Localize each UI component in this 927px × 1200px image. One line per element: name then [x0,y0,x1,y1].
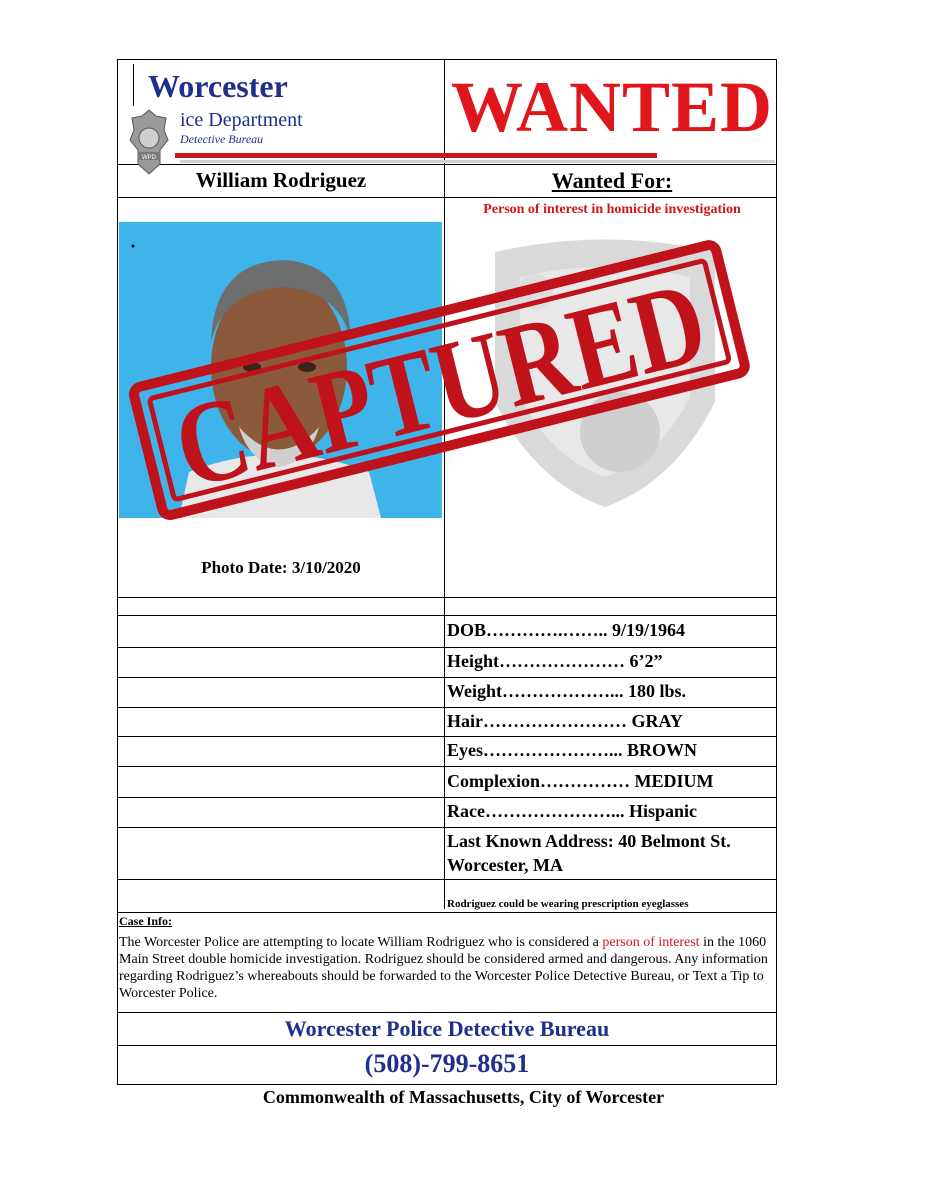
detail-eyes: Eyes…………………... BROWN [447,740,698,760]
rule [117,797,777,798]
header-grey-bar [180,160,775,163]
detail-race: Race…………………... Hispanic [447,801,697,821]
contact-bureau: Worcester Police Detective Bureau [284,1016,610,1041]
captured-stamp [110,225,831,525]
wanted-reason: Person of interest in homicide investigation [483,202,741,217]
header-red-bar [175,153,657,158]
rule [117,827,777,828]
case-info-label: Case Info: [119,914,172,928]
case-info-text-start: The Worcester Police are attempting to locate William Rodriguez who is considered a [119,935,603,950]
wanted-title: WANTED [450,67,774,147]
rule [117,197,777,198]
case-info-text-end: in the 1060 Main Street double homicide investigation. Rodriguez should be considered armed and dangerous. Any information regarding Rodriguez’s whereabouts should be forwarded to the Worcester Police Detective Bureau, or Text a Tip to Worcester Police. [119,935,768,1001]
detail-weight: Weight………………... 180 lbs. [447,681,687,701]
photo-date: Photo Date: 3/10/2020 [201,558,361,577]
logo-department: ice Department [180,109,303,131]
subject-name: William Rodriguez [195,168,367,192]
rule [117,736,777,737]
detail-address: Last Known Address: 40 Belmont St. [447,831,731,851]
rule [117,615,777,616]
logo-title: Worcester [148,68,288,104]
rule [117,647,777,648]
case-info-text [119,934,779,1002]
detail-city: Worcester, MA [447,855,563,875]
rule [117,912,777,913]
case-info-highlight: person of interest [602,935,700,950]
stamp-text: CAPTURED [162,227,831,514]
header-left-rule [133,64,134,106]
rule [117,1012,777,1013]
rule [117,766,777,767]
rule [117,879,777,880]
logo-bureau: Detective Bureau [180,132,264,146]
detail-complexion: Complexion…………… MEDIUM [447,771,714,791]
eyeglasses-note: Rodriguez could be wearing prescription eyeglasses [447,898,689,910]
rule [117,677,777,678]
rule [117,164,777,165]
rule [117,597,777,598]
badge-text: WPD [142,155,156,161]
wanted-for-label: Wanted For: [551,168,673,193]
rule [117,707,777,708]
detail-dob: DOB………….…….. 9/19/1964 [447,620,686,640]
detail-hair: Hair…………………… GRAY [447,711,683,731]
contact-phone[interactable]: (508)-799-8651 [364,1049,530,1078]
detail-height: Height………………… 6’2” [447,651,663,671]
footer-text: Commonwealth of Massachusetts, City of Worcester [262,1087,665,1107]
rule [117,1045,777,1046]
